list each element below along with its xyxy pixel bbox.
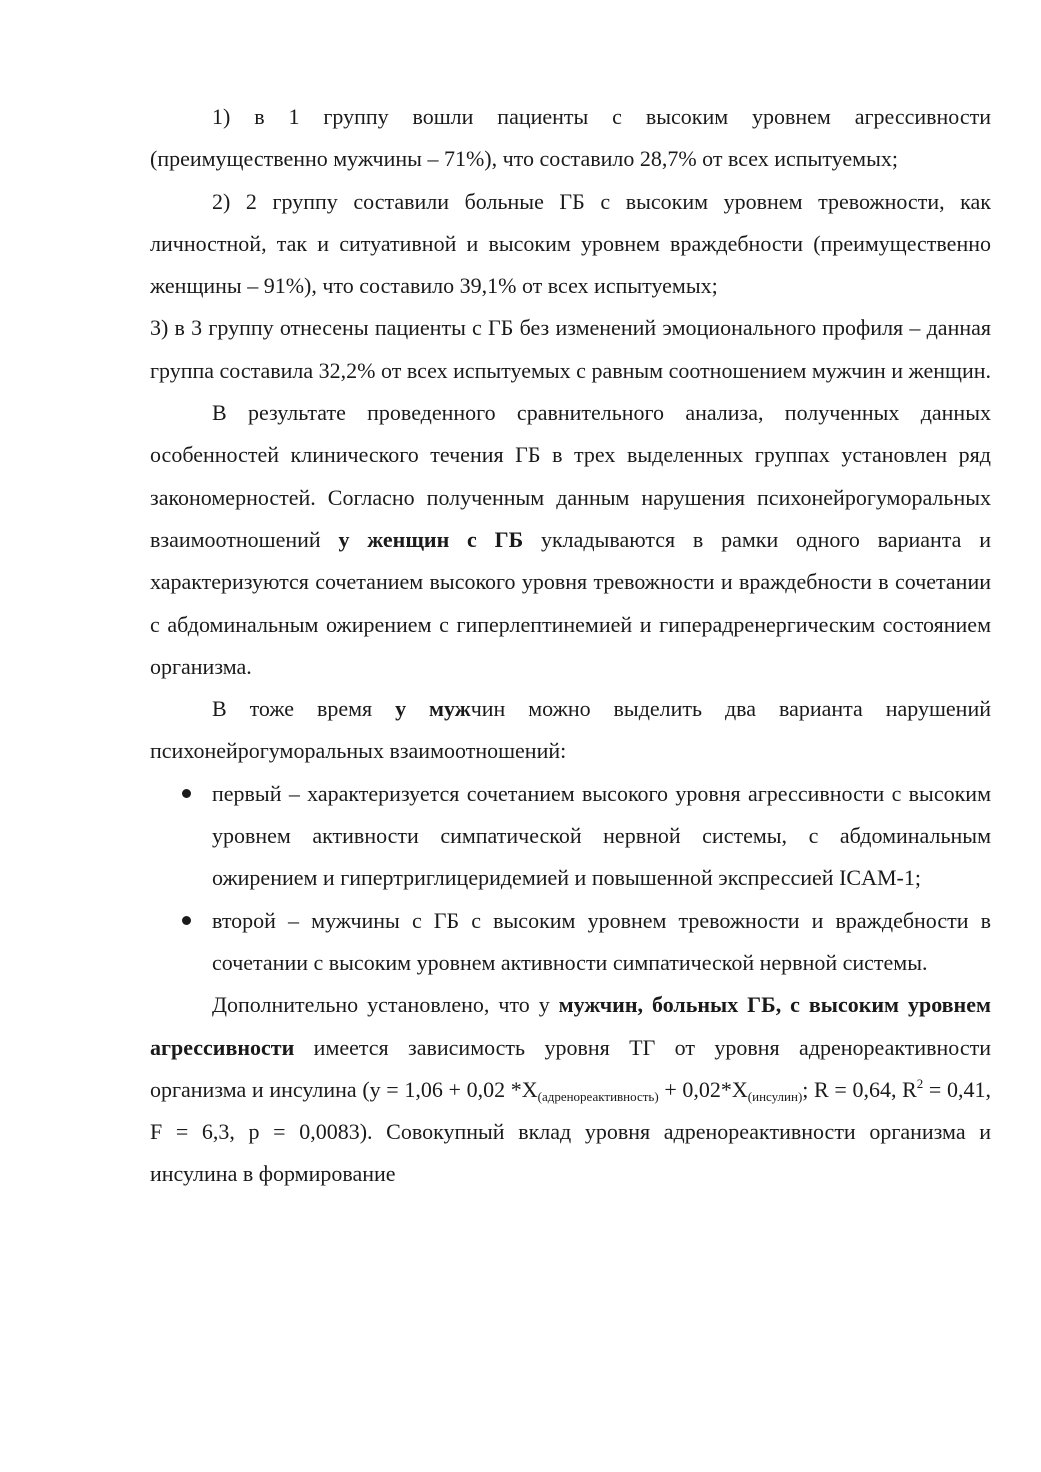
men-text-end: чин можно выделить два варианта нарушений психонейрогуморальных взаимоотношений: xyxy=(150,696,991,764)
bullet-icon xyxy=(182,789,191,798)
subscript-insulin: (инсулин) xyxy=(747,1088,803,1104)
variants-list xyxy=(150,773,991,984)
regression-text-d: + 0,02*X xyxy=(658,1076,748,1102)
paragraph-regression xyxy=(150,984,991,1195)
regression-bold: мужчин, больных ГБ, с высоким уровнем агрессивности xyxy=(150,992,991,1060)
paragraph-analysis xyxy=(150,392,991,688)
subscript-adrenoreactivity: (адренореактивность) xyxy=(537,1088,659,1104)
list-item-text: второй – мужчины с ГБ с высоким уровнем тревожности и враждебности в сочетании с высоким уровнем активности симпатической нервной системы. xyxy=(212,907,991,975)
paragraph-group-3: 3) в 3 группу отнесены пациенты с ГБ без изменений эмоционального профиля – данная группа составила 32,2% от всех испытуемых с равным соотношением мужчин и женщин. xyxy=(150,315,991,383)
superscript-two: 2 xyxy=(916,1075,924,1091)
analysis-bold-women: у женщин с ГБ xyxy=(338,526,524,552)
paragraph-group-2: 2) 2 группу составили больные ГБ с высоким уровнем тревожности, как личностной, так и ситуативной и высоким уровнем враждебности (преимущественно женщины – 91%), что составило 39,1% от всех испытуемых; xyxy=(150,188,991,299)
men-text-start: В тоже время xyxy=(212,696,396,722)
men-bold: у муж xyxy=(395,696,471,722)
bullet-icon xyxy=(182,916,191,925)
analysis-text-start: В результате проведенного сравнительного анализа, полученных данных особенностей клинического течения ГБ в трех выделенных группах установлен ряд закономерностей. Согласно полученным данным нарушения психонейрогуморальных взаимоотношений xyxy=(150,400,991,552)
regression-text-f: = 0,41, F = 6,3, p = 0,0083). Совокупный вклад уровня адренореактивности организма и инсулина в формирование xyxy=(150,1076,991,1187)
list-item-text: первый – характеризуется сочетанием высокого уровня агрессивности с высоким уровнем активности симпатической нервной системы, с абдоминальным ожирением и гипертриглицеридемией и повышенной экспрессией ICAM-1; xyxy=(212,780,991,891)
regression-text-c: имеется зависимость уровня ТГ от уровня адренореактивности организма и инсулина (y = 1,06 + 0,02 *X xyxy=(150,1034,991,1102)
paragraph-group-1: 1) в 1 группу вошли пациенты с высоким уровнем агрессивности (преимущественно мужчины – 71%), что составило 28,7% от всех испытуемых; xyxy=(150,104,991,172)
list-item xyxy=(212,773,991,900)
analysis-text-end: укладываются в рамки одного варианта и характеризуются сочетанием высокого уровня тревожности и враждебности в сочетании с абдоминальным ожирением с гиперлептинемией и гиперадренергическим состоянием организма. xyxy=(150,526,991,679)
paragraph-men-variants xyxy=(150,688,991,773)
regression-text-e: ; R = 0,64, R xyxy=(802,1076,917,1102)
list-item xyxy=(212,900,991,985)
regression-text-a: Дополнительно установлено, что у xyxy=(212,992,559,1018)
